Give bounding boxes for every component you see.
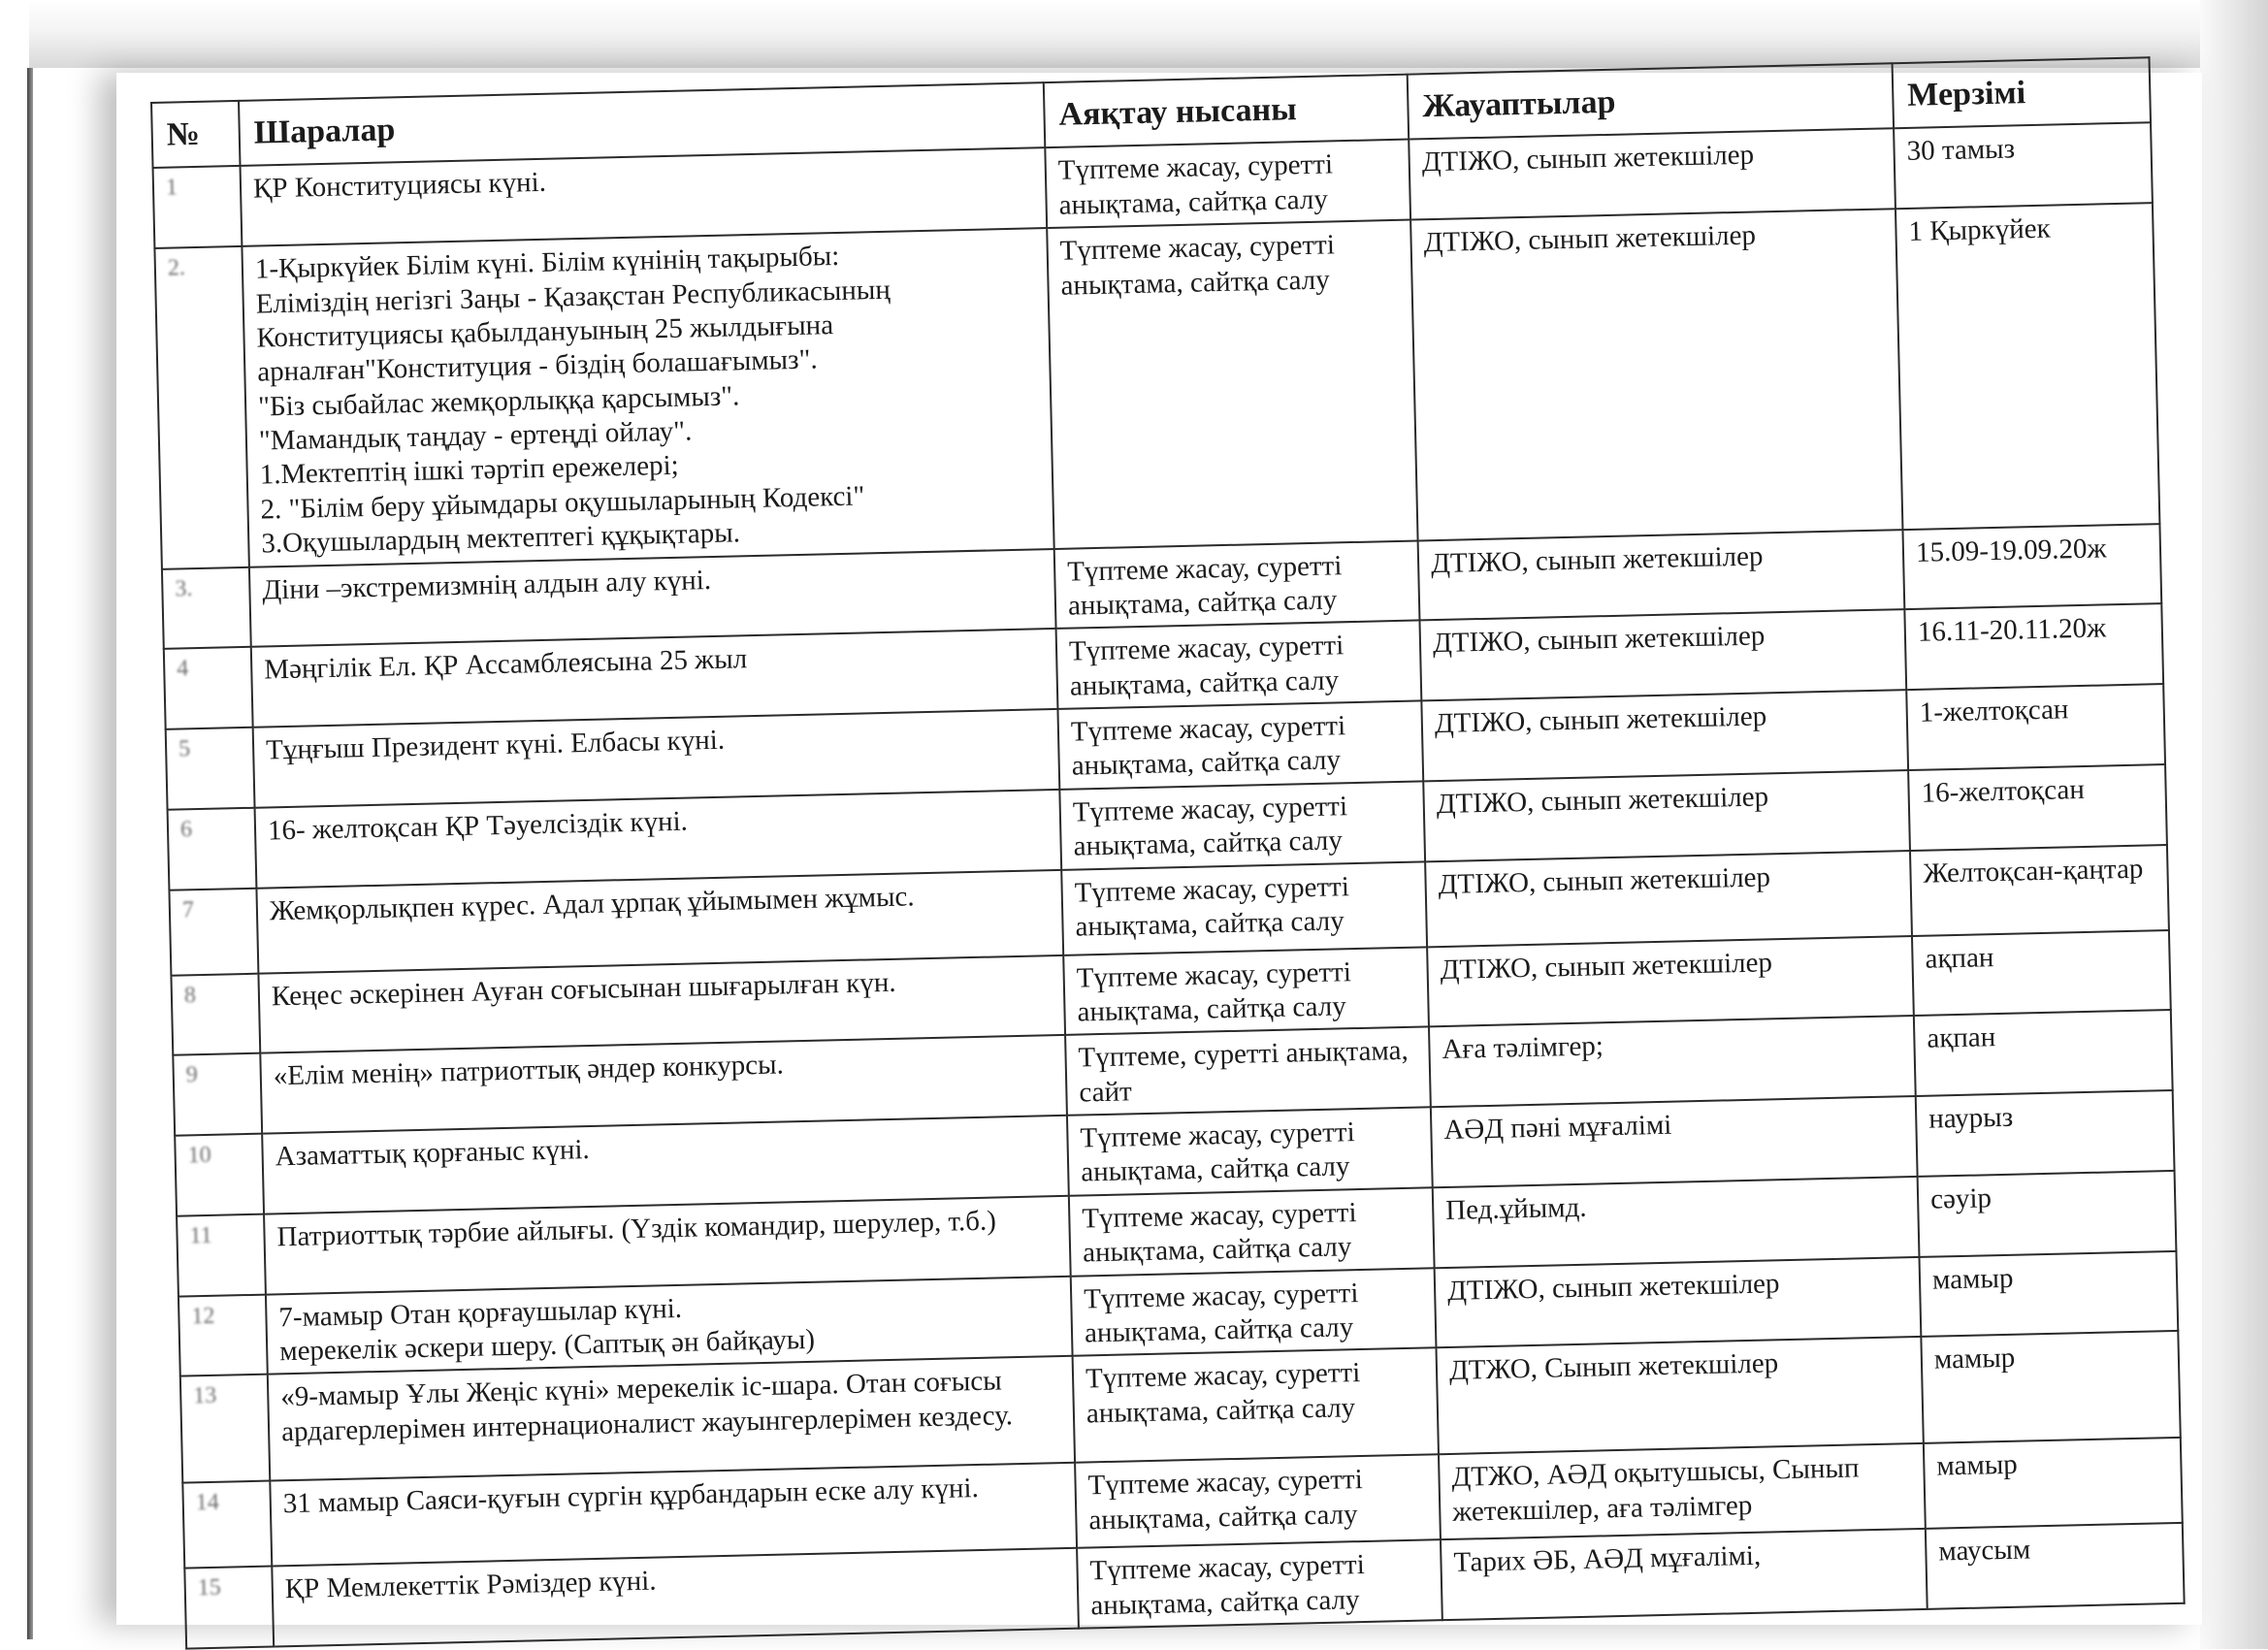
responsible-cell: ДТІЖО, сынып жетекшілер xyxy=(1421,690,1908,781)
completion-form-cell: Түптеме жасау, суретті анықтама, сайтқа салу xyxy=(1056,621,1422,709)
row-number: 5 xyxy=(166,728,255,810)
responsible-cell: Пед.ұйымд. xyxy=(1433,1177,1920,1268)
row-number: 1 xyxy=(153,166,243,248)
row-number: 14 xyxy=(182,1481,272,1569)
responsible-cell: ДТІЖО, сынып жетекшілер xyxy=(1435,1257,1922,1348)
deadline-cell: 15.09-19.09.20ж xyxy=(1902,524,2161,610)
events-table xyxy=(150,56,2186,1649)
row-number: 12 xyxy=(178,1294,268,1376)
responsible-cell: ДТІЖО, сынып жетекшілер xyxy=(1425,851,1912,947)
row-number: 9 xyxy=(173,1053,262,1136)
deadline-cell: 1-желтоқсан xyxy=(1906,684,2165,770)
deadline-cell: мамыр xyxy=(1924,1438,2183,1529)
event-cell: Патриоттық тәрбие айлығы. (Үздік командир, шерулер, т.б.) xyxy=(264,1196,1071,1295)
row-number: 4 xyxy=(164,647,253,729)
responsible-cell: Аға тәлімгер; xyxy=(1429,1016,1916,1107)
completion-form-cell: Түптеме жасау, суретті анықтама, сайтқа салу xyxy=(1047,220,1417,549)
completion-form-cell: Түптеме жасау, суретті анықтама, сайтқа салу xyxy=(1071,1268,1437,1356)
event-cell: Кеңес әскерінен Ауған соғысынан шығарылған күн. xyxy=(258,954,1065,1053)
deadline-cell: 16-желтоқсан xyxy=(1908,764,2167,851)
responsible-cell: Тарих ӘБ, АӘД мұғалімі, xyxy=(1441,1529,1928,1620)
completion-form-cell: Түптеме жасау, суретті анықтама, сайтқа салу xyxy=(1059,781,1425,869)
deadline-cell: ақпан xyxy=(1912,930,2171,1017)
row-number: 15 xyxy=(184,1567,274,1649)
event-cell: 1-Қыркүйек Білім күні. Білім күнінің тақырыбы: Еліміздің негізгі Заңы - Қазақстан Республикасының Конституциясы қабылдануының 25 жылдығына арналған"Конституция - біздің болашағымыз". "Біз сыбайлас жемқорлыққа қарсымыз". "Мамандық таңдау - ертеңді ойлау". 1.Мектептің ішкі тәртіп ережелері; 2. "Білім беру ұйымдары оқушыларының Кодексі" 3.Оқушылардың мектептегі құқықтары. xyxy=(242,228,1053,566)
deadline-cell: сәуір xyxy=(1918,1171,2177,1257)
responsible-cell: ДТІЖО, сынып жетекшілер xyxy=(1409,129,1895,220)
deadline-cell: 30 тамыз xyxy=(1894,123,2153,210)
deadline-cell: 1 Қыркүйек xyxy=(1895,203,2159,529)
responsible-cell: ДТІЖО, сынып жетекшілер xyxy=(1419,609,1906,700)
deadline-cell: Желтоқсан-қаңтар xyxy=(1910,845,2169,936)
completion-form-cell: Түптеме жасау, суретті анықтама, сайтқа салу xyxy=(1077,1540,1442,1629)
responsible-cell: ДТІЖО, сынып жетекшілер xyxy=(1423,770,1910,861)
deadline-cell: маусым xyxy=(1926,1523,2185,1609)
header-event: Шаралар xyxy=(239,82,1045,166)
completion-form-cell: Түптеме жасау, суретті анықтама, сайтқа салу xyxy=(1075,1455,1441,1548)
table-body xyxy=(153,123,2185,1649)
event-cell: 31 мамыр Саяси-қуғын сүргін құрбандарын еске алу күні. xyxy=(270,1463,1077,1567)
deadline-cell: мамыр xyxy=(1921,1331,2180,1443)
scan-top-shadow xyxy=(0,0,2268,68)
completion-form-cell: Түптеме жасау, суретті анықтама, сайтқа салу xyxy=(1069,1187,1435,1276)
row-number: 10 xyxy=(175,1134,264,1216)
event-cell: ҚР Конституциясы күні. xyxy=(241,148,1048,247)
completion-form-cell: Түптеме жасау, суретті анықтама, сайтқа салу xyxy=(1061,861,1427,954)
deadline-cell: наурыз xyxy=(1916,1090,2175,1177)
events-table-wrapper xyxy=(150,56,2184,1649)
completion-form-cell: Түптеме жасау, суретті анықтама, сайтқа салу xyxy=(1057,701,1423,790)
event-cell: Азаматтық қорғаныс күні. xyxy=(262,1116,1069,1214)
completion-form-cell: Түптеме жасау, суретті анықтама, сайтқа салу xyxy=(1067,1107,1433,1195)
deadline-cell: мамыр xyxy=(1919,1251,2178,1338)
responsible-cell: ДТЖО, Сынып жетекшілер xyxy=(1436,1337,1923,1454)
row-number: 11 xyxy=(177,1213,266,1296)
deadline-cell: 16.11-20.11.20ж xyxy=(1904,603,2163,690)
completion-form-cell: Түптеме жасау, суретті анықтама, сайтқа салу xyxy=(1063,947,1429,1035)
header-responsible: Жауаптылар xyxy=(1408,63,1894,140)
header-num: № xyxy=(151,101,241,168)
event-cell: 16- желтоқсан ҚР Тәуелсіздік күні. xyxy=(255,790,1062,889)
row-number: 7 xyxy=(169,888,258,975)
responsible-cell: ДТЖО, АӘД оқытушысы, Сынып жетекшілер, аға тәлімгер xyxy=(1439,1443,1926,1539)
responsible-cell: ДТІЖО, сынып жетекшілер xyxy=(1418,530,1905,621)
row-number: 2. xyxy=(154,246,248,568)
completion-form-cell: Түптеме жасау, суретті анықтама, сайтқа салу xyxy=(1054,540,1420,629)
event-cell: Жемқорлықпен күрес. Адал ұрпақ ұйымымен жұмыс. xyxy=(256,869,1063,973)
event-cell: Тұңғыш Президент күні. Елбасы күні. xyxy=(253,709,1060,808)
row-number: 13 xyxy=(180,1375,270,1483)
event-cell: 7-мамыр Отан қорғаушылар күні. мерекелік әскери шеру. (Саптық ән байқауы) xyxy=(266,1276,1073,1375)
responsible-cell: ДТІЖО, сынып жетекшілер xyxy=(1410,209,1902,540)
header-form: Аяқтау нысаны xyxy=(1044,75,1409,148)
row-number: 3. xyxy=(162,566,251,649)
row-number: 8 xyxy=(171,973,260,1055)
responsible-cell: ДТІЖО, сынып жетекшілер xyxy=(1427,936,1914,1027)
event-cell: Діни –экстремизмнің алдын алу күні. xyxy=(249,549,1056,648)
row-number: 6 xyxy=(168,808,257,890)
table-row xyxy=(154,203,2159,568)
completion-form-cell: Түптеме жасау, суретті анықтама, сайтқа салу xyxy=(1045,140,1410,228)
responsible-cell: АӘД пәні мұғалімі xyxy=(1431,1096,1918,1187)
completion-form-cell: Түптеме, суретті анықтама, сайт xyxy=(1065,1027,1431,1116)
event-cell: «9-мамыр Ұлы Жеңіс күні» мерекелік іс-шара. Отан соғысы ардагерлерімен интернационалист жауынгерлерімен кездесу. xyxy=(268,1356,1075,1481)
event-cell: ҚР Мемлекеттік Рәміздер күні. xyxy=(272,1548,1079,1647)
scan-right-edge xyxy=(2200,0,2268,1649)
event-cell: «Елім менің» патриоттық әндер конкурсы. xyxy=(260,1035,1067,1134)
completion-form-cell: Түптеме жасау, суретті анықтама, сайтқа салу xyxy=(1073,1348,1439,1463)
header-deadline: Мерзімі xyxy=(1893,57,2151,128)
scan-binding-edge xyxy=(0,0,29,1649)
deadline-cell: ақпан xyxy=(1914,1010,2173,1096)
event-cell: Мәңгілік Ел. ҚР Ассамблеясына 25 жыл xyxy=(251,629,1058,728)
